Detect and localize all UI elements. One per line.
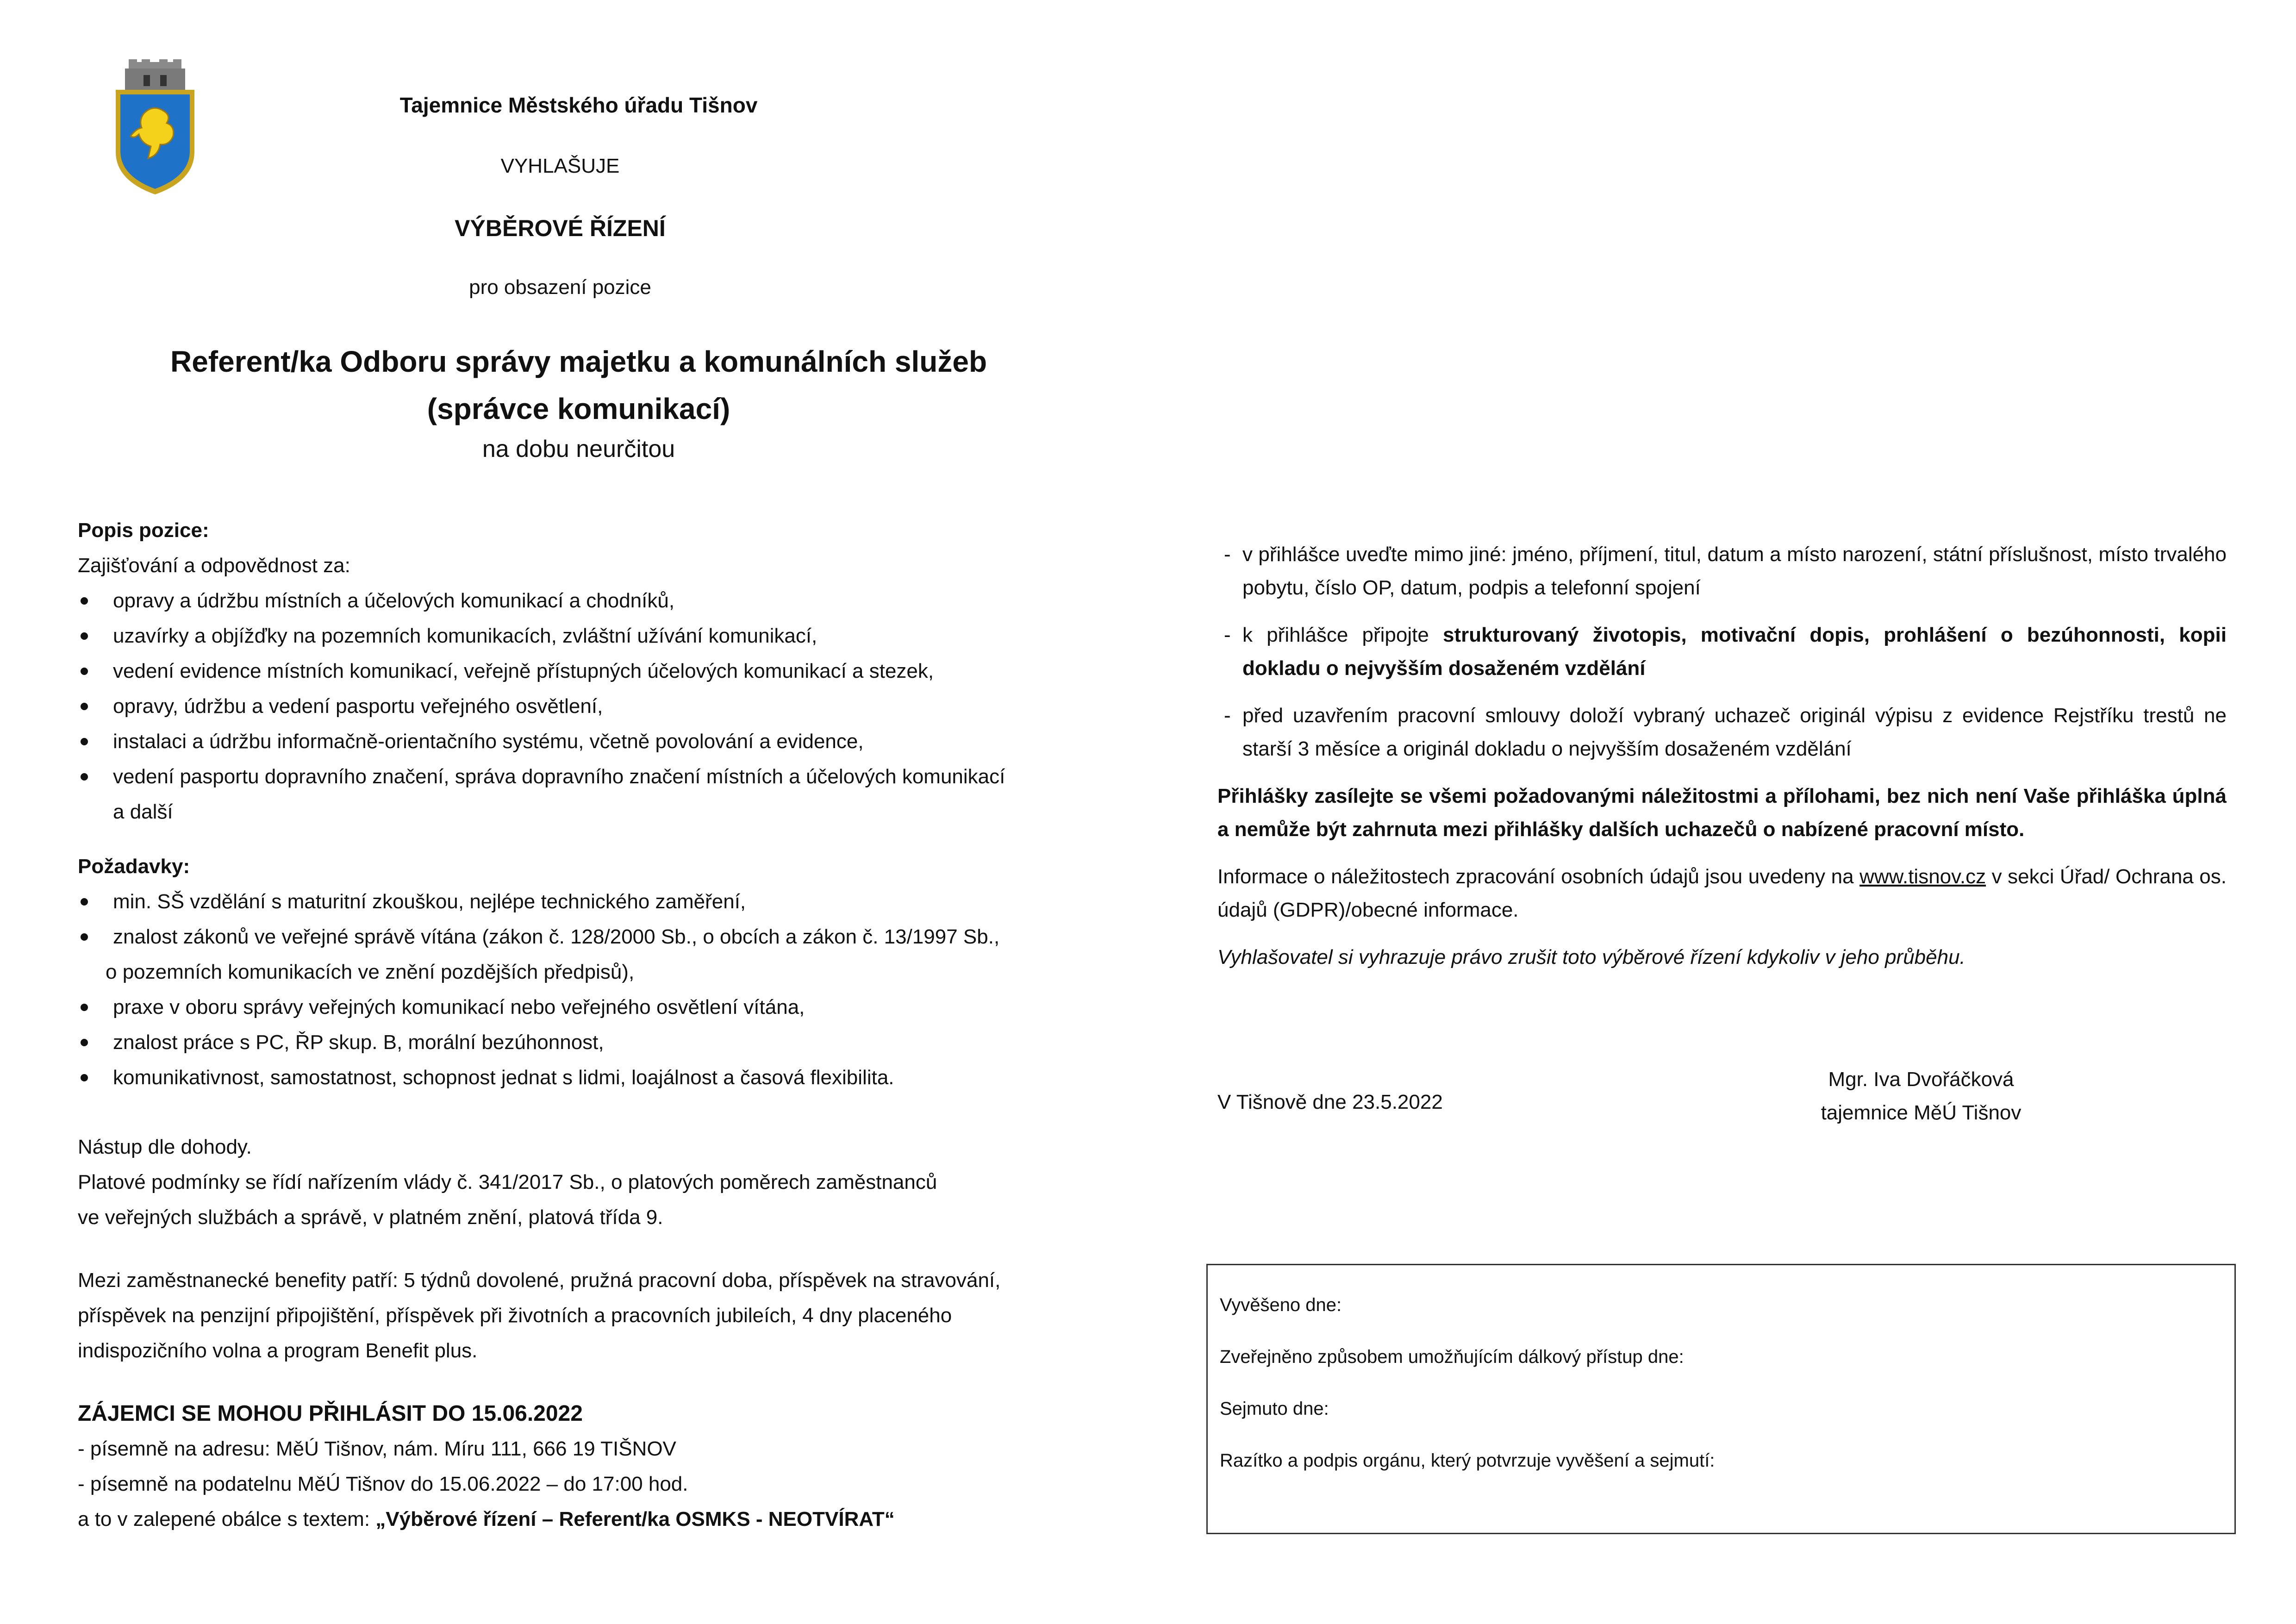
- instruction-text: k přihlášce připojte: [1242, 624, 1443, 646]
- list-item: min. SŠ vzdělání s maturitní zkouškou, nejlépe technického zaměření,: [78, 884, 1068, 919]
- removed-date-field: Sejmuto dne:: [1220, 1399, 1329, 1419]
- list-item: opravy a údržbu místních a účelových komunikací a chodníků,: [78, 583, 1068, 618]
- envelope-label: „Výběrové řízení – Referent/ka OSMKS - NEOTVÍRAT“: [375, 1508, 895, 1530]
- description-section: [78, 513, 1068, 830]
- start-date: Nástup dle dohody.: [78, 1136, 252, 1158]
- gdpr-prefix: Informace o náležitostech zpracování osobních údajů jsou uvedeny na: [1217, 865, 1860, 888]
- gdpr-suffix: v sekci Úřad/ Ochrana os. údajů (GDPR)/obecné informace.: [1217, 865, 2227, 921]
- requirements-list: [78, 884, 1068, 955]
- reservation-note: Vyhlašovatel si vyhrazuje právo zrušit toto výběrové řízení kdykoliv v jeho průběhu.: [1217, 946, 1965, 968]
- requirements-heading: Požadavky:: [78, 855, 190, 878]
- application-line: - písemně na podatelnu MěÚ Tišnov do 15.06.2022 – do 17:00 hod.: [78, 1473, 688, 1495]
- requirements-list-rest: [78, 990, 1068, 1095]
- purpose-label: pro obsazení pozice: [469, 276, 651, 299]
- completeness-notice: Přihlášky zasílejte se všemi požadovanými náležitostmi a přílohami, bez nich není Vaše přihláška úplná a nemůže být zahrnuta mezi přihlášky dalších uchazečů o nabízené pracovní místo.: [1217, 785, 2227, 841]
- document-title: VÝBĚROVÉ ŘÍZENÍ: [455, 215, 666, 241]
- stamp-signature-field: Razítko a podpis orgánu, který potvrzuje vyvěšení a sejmutí:: [1220, 1450, 1715, 1471]
- benefits-section: [78, 1263, 1068, 1368]
- office-name: Tajemnice Městského úřadu Tišnov: [399, 93, 758, 117]
- list-item: komunikativnost, samostatnost, schopnost jednat s lidmi, loajálnost a časová flexibilita.: [78, 1060, 1068, 1095]
- list-item: praxe v oboru správy veřejných komunikací nebo veřejného osvětlení vítána,: [78, 990, 1068, 1025]
- instruction-item: [1217, 618, 2227, 685]
- benefits-line: indispozičního volna a program Benefit plus.: [78, 1339, 478, 1362]
- list-item: opravy, údržbu a vedení pasportu veřejného osvětlení,: [78, 689, 1068, 724]
- benefits-line: Mezi zaměstnanecké benefity patří: 5 týdnů dovolené, pružná pracovní doba, příspěvek na stravování,: [78, 1269, 1001, 1292]
- instruction-attachments: strukturovaný životopis, motivační dopis, prohlášení o bezúhonnosti, kopii dokladu o nejvyšším dosaženém vzdělání: [1242, 624, 2227, 680]
- gdpr-info: [1217, 860, 2227, 927]
- published-date-field: Zveřejněno způsobem umožňujícím dálkový přístup dne:: [1220, 1347, 1684, 1367]
- dash-marker: -: [1224, 624, 1231, 646]
- instructions-section: [1217, 538, 2227, 974]
- instruction-item: [1217, 538, 2227, 605]
- position-title-line1: Referent/ka Odboru správy majetku a komunálních služeb: [170, 345, 987, 378]
- list-item: uzavírky a objížďky na pozemních komunikacích, zvláštní užívání komunikací,: [78, 618, 1068, 654]
- list-item: instalaci a údržbu informačně-orientačního systému, včetně povolování a evidence,: [78, 724, 1068, 759]
- application-line: - písemně na adresu: MěÚ Tišnov, nám. Míru 111, 666 19 TIŠNOV: [78, 1437, 676, 1460]
- list-item: znalost práce s PC, ŘP skup. B, morální bezúhonnost,: [78, 1025, 1068, 1060]
- terms-section: [78, 1130, 1068, 1235]
- list-item: [78, 759, 1068, 830]
- instruction-text: v přihlášce uveďte mimo jiné: jméno, příjmení, titul, datum a místo narození, státní příslušnost, místo trvalého pobytu, číslo OP, datum, podpis a telefonní spojení: [1242, 543, 2227, 599]
- salary-line: Platové podmínky se řídí nařízením vlády č. 341/2017 Sb., o platových poměrech zaměstnanců: [78, 1171, 937, 1193]
- posted-date-field: Vyvěšeno dne:: [1220, 1295, 1342, 1315]
- list-item-text: vedení pasportu dopravního značení, správa dopravního značení místních a účelových komunikací: [113, 765, 1005, 788]
- requirements-continuation: o pozemních komunikacích ve znění pozdějších předpisů),: [106, 961, 635, 983]
- position-title-line2: (správce komunikací): [427, 392, 730, 426]
- description-intro: Zajišťování a odpovědnost za:: [78, 554, 350, 577]
- description-heading: Popis pozice:: [78, 519, 209, 542]
- dash-marker: -: [1224, 704, 1231, 727]
- list-item: vedení evidence místních komunikací, veřejně přístupných účelových komunikací a stezek,: [78, 654, 1068, 689]
- dash-marker: -: [1224, 543, 1231, 566]
- requirements-section: [78, 849, 1068, 1095]
- signature-block: [1805, 1063, 2037, 1130]
- list-item: znalost zákonů ve veřejné správě vítána (zákon č. 128/2000 Sb., o obcích a zákon č. 13/1997 Sb.,: [78, 919, 1068, 955]
- salary-line: ve veřejných službách a správě, v platném znění, platová třída 9.: [78, 1206, 663, 1229]
- description-list: [78, 583, 1068, 830]
- deadline-heading: ZÁJEMCI SE MOHOU PŘIHLÁSIT DO 15.06.2022: [78, 1401, 583, 1426]
- tisnov-website-link[interactable]: www.tisnov.cz: [1859, 865, 1986, 888]
- application-line: [78, 1502, 1068, 1537]
- position-term: na dobu neurčitou: [482, 436, 675, 462]
- signatory-name: Mgr. Iva Dvořáčková: [1828, 1068, 2014, 1091]
- instruction-text: před uzavřením pracovní smlouvy doloží vybraný uchazeč originál výpisu z evidence Rejstříku trestů ne starší 3 měsíce a originál dokladu o nejvyšším dosaženém vzdělání: [1242, 704, 2227, 760]
- announces-label: VYHLAŠUJE: [500, 155, 620, 177]
- place-and-date: V Tišnově dne 23.5.2022: [1217, 1091, 1443, 1113]
- envelope-prefix: a to v zalepené obálce s textem:: [78, 1508, 376, 1530]
- benefits-line: příspěvek na penzijní připojištění, příspěvek při životních a pracovních jubileích, 4 dny placeného: [78, 1304, 952, 1327]
- position-title: [0, 338, 1157, 433]
- signatory-role: tajemnice MěÚ Tišnov: [1821, 1101, 2021, 1124]
- application-section: [78, 1396, 1068, 1537]
- posting-record-box: [1206, 1264, 2236, 1534]
- list-item-continuation: a další: [113, 800, 173, 823]
- instruction-item: [1217, 699, 2227, 766]
